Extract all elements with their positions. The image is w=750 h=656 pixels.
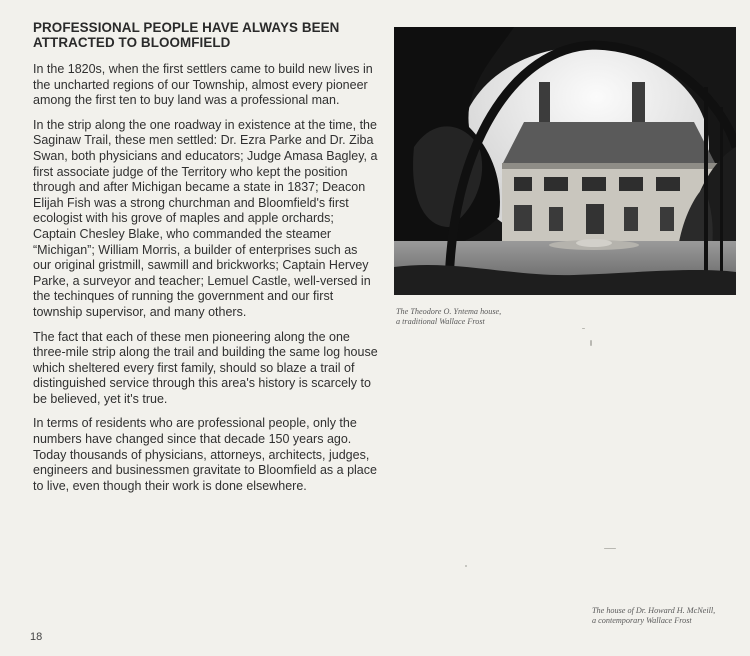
bottom-caption (592, 606, 715, 626)
paper-speck (604, 548, 616, 549)
paper-speck (582, 328, 585, 329)
photo-caption (396, 307, 501, 327)
photo-caption-line-2: a traditional Wallace Frost (396, 317, 485, 326)
paper-speck (590, 340, 592, 346)
house-photograph (394, 27, 736, 295)
bottom-caption-line-2: a contemporary Wallace Frost (592, 616, 692, 625)
paragraph-4: In terms of residents who are professional people, only the numbers have changed since that decade 150 years ago. Today thousands of physicians, attorneys, architects, judges, engineers and businessmen gravitate to Bloomfield as a place to live, even though their work is done elsewhere. (33, 416, 377, 493)
text-column (33, 20, 378, 503)
paragraph-1: In the 1820s, when the first settlers came to build new lives in the uncharted regions of our Township, almost every pioneer among the first ten to buy land was a professional man. (33, 62, 373, 108)
page-number: 18 (30, 631, 43, 643)
section-heading: PROFESSIONAL PEOPLE HAVE ALWAYS BEEN ATTRACTED TO BLOOMFIELD (33, 20, 340, 50)
paragraph-3: The fact that each of these men pioneering along the one three-mile strip along the trail and building the same log house which sheltered every first family, should so blaze a trail of distinguished service through this area's history is scarcely to be believed, yet it's true. (33, 329, 378, 406)
photo-caption-line-1: The Theodore O. Yntema house, (396, 307, 502, 316)
house-photo-illustration (394, 27, 736, 295)
paragraph-2: In the strip along the one roadway in existence at the time, the Saginaw Trail, these men settled: Dr. Ezra Parke and Dr. Ziba Swan, both physicians and educators; Judge Amasa Bagley, a first associate judge of the Territory who kept the position through and after Michigan became a state in 1837; Deacon Elijah Fish was a strong churchman and Bloomfield's first ecologist with his grove of maples and apple orchards; Captain Chesley Blake, who commanded the steamer “Michigan”; William Morris, a builder of enterprises such as our original gristmill, sawmill and brickworks; Captain Hervey Parke, a surveyor and teacher; Lemuel Castle, well-versed in the techinques of running the government and our first township supervisor, and many others. (33, 117, 378, 319)
paper-speck (465, 565, 467, 567)
bottom-caption-line-1: The house of Dr. Howard H. McNeill, (592, 606, 716, 615)
